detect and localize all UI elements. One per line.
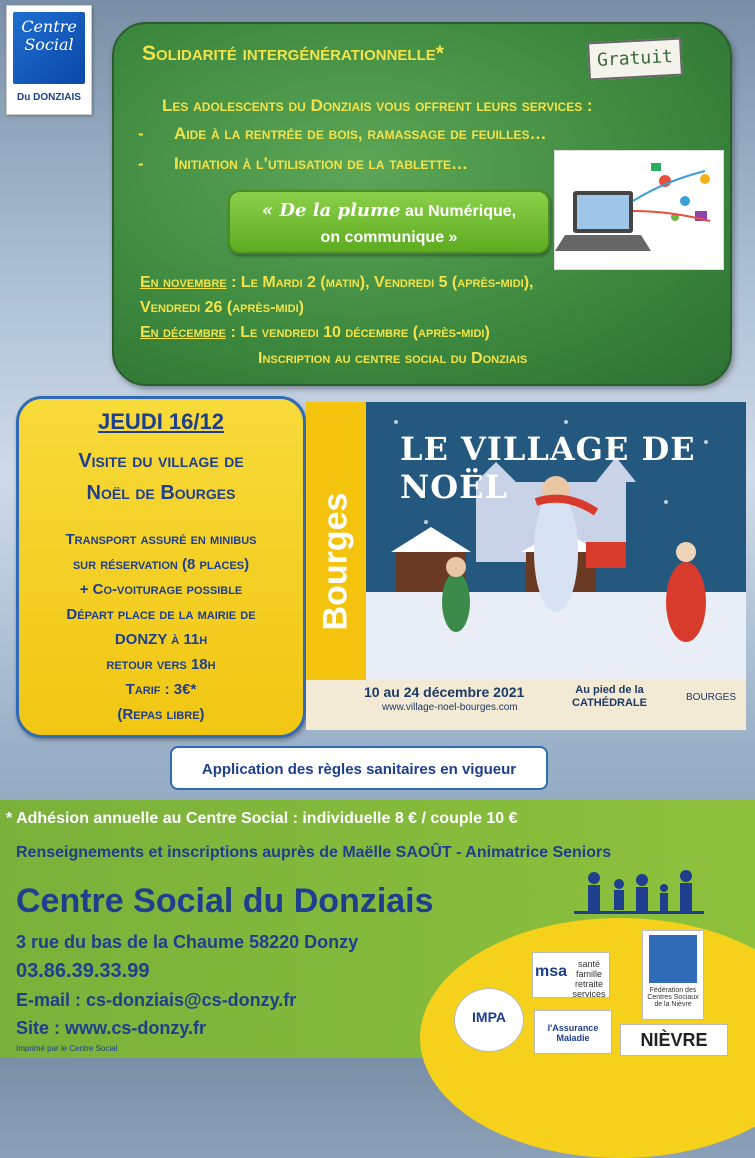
family-silhouette-icon [574, 868, 704, 918]
laptop-illustration [554, 150, 724, 270]
session-dates: En novembre : Le Mardi 2 (matin), Vendredi 5 (après-midi), Vendredi 26 (après-midi) En décembre : Le vendredi 10 décembre (après-midi) [140, 274, 534, 341]
logo-subtitle: Du DONZIAIS [17, 92, 81, 103]
service-item: - Initiation à l’utilisation de la tablette… [138, 154, 469, 173]
impa-logo: IMPA [454, 988, 524, 1052]
logo-text: Centre Social [21, 17, 77, 54]
centre-social-logo [6, 5, 92, 115]
center-name: Centre Social du Donziais [16, 882, 434, 920]
nievre-logo: NIÈVRE [620, 1024, 728, 1056]
poster-cathedral: Au pied de la CATHÉDRALE [572, 684, 647, 709]
contact-person: Renseignements et inscriptions auprès de Maëlle SAOÛT - Animatrice Seniors [16, 844, 612, 861]
poster-dates: 10 au 24 décembre 2021 [364, 684, 525, 700]
federation-logo: Fédération des Centres Sociaux de la Nièvre [642, 930, 704, 1020]
free-badge: Gratuit [587, 38, 683, 81]
printer-note: Imprimé par le Centre Social [16, 1044, 118, 1053]
trip-details: Transport assuré en minibus sur réservation (8 places) + Co-voiturage possible Départ place de la mairie de DONZY à 11h retour vers 18h Tarif : 3€* (Repas libre) [65, 531, 257, 723]
poster-url: www.village-noel-bourges.com [382, 702, 518, 713]
trip-date: JEUDI 16/12 [98, 409, 224, 434]
bourges-trip-panel [16, 396, 306, 738]
footer-area [0, 800, 755, 1058]
poster-city: Bourges [316, 492, 355, 631]
center-email: E-mail : cs-donziais@cs-donzy.fr [16, 990, 297, 1010]
solidarity-intro: Les adolescents du Donziais vous offrent leurs services : [162, 96, 593, 115]
inscription-note: Inscription au centre social du Donziais [258, 350, 528, 367]
poster-brand: BOURGES [686, 692, 737, 703]
solidarity-panel [112, 22, 732, 386]
plume-banner: « De la plume au Numérique, on communique » [228, 190, 550, 254]
center-phone: 03.86.39.33.99 [16, 960, 150, 982]
center-address: 3 rue du bas de la Chaume 58220 Donzy [16, 932, 359, 952]
village-noel-poster [306, 402, 746, 730]
solidarity-title: Solidarité intergénérationnelle* [142, 42, 444, 65]
assurance-maladie-logo: l'Assurance Maladie [534, 1010, 612, 1054]
membership-note: * Adhésion annuelle au Centre Social : individuelle 8 € / couple 10 € [6, 810, 518, 827]
sanitary-notice: Application des règles sanitaires en vigueur [170, 746, 548, 790]
service-item: - Aide à la rentrée de bois, ramassage de feuilles… [138, 124, 547, 143]
center-website: Site : www.cs-donzy.fr [16, 1018, 207, 1038]
poster-title: LE VILLAGE DE NOËL [400, 430, 696, 506]
trip-title: Visite du village de Noël de Bourges [78, 450, 244, 504]
msa-logo: msa santé famille retraite services [532, 952, 610, 998]
